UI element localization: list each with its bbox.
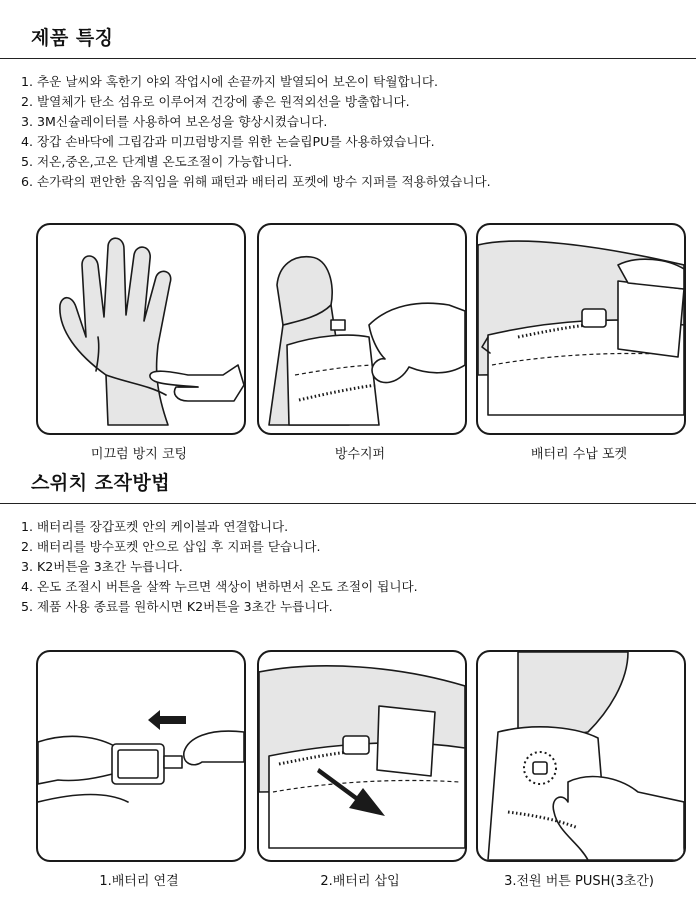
power-button-illustration [476,650,686,862]
features-title: 제품 특징 [31,27,114,49]
battery-connect-illustration [36,650,246,862]
switch-item: 4. 온도 조절시 버튼을 살짝 누르면 색상이 변하면서 온도 조절이 됩니다. [21,579,418,594]
features-item: 5. 저온,중온,고온 단계별 온도조절이 가능합니다. [21,154,293,169]
features-item: 3. 3M신슐레이터를 사용하여 보온성을 향상시켰습니다. [21,114,328,129]
waterproof-zipper-illustration [257,223,467,435]
anti-slip-caption: 미끄럼 방지 코팅 [90,447,188,462]
features-item: 6. 손가락의 편안한 움직임을 위해 패턴과 배터리 포켓에 방수 지퍼를 적용하였습니다. [21,174,491,189]
features-rule [0,58,696,59]
features-list [21,72,491,192]
switch-title: 스위치 조작방법 [31,472,171,494]
features-item: 1. 추운 날씨와 혹한기 야외 작업시에 손끝까지 발열되어 보온이 탁월합니다. [21,74,439,89]
switch-list [21,517,418,617]
anti-slip-glove-illustration [36,223,246,435]
power-button-caption: 3.전원 버튼 PUSH(3초간) [504,874,654,889]
switch-item: 2. 배터리를 방수포켓 안으로 삽입 후 지퍼를 닫습니다. [21,539,321,554]
waterproof-zipper-caption: 방수지퍼 [334,447,386,462]
features-item: 2. 발열체가 탄소 섬유로 이루어져 건강에 좋은 원적외선을 방출합니다. [21,94,410,109]
battery-connect-caption: 1.배터리 연결 [99,874,179,889]
battery-pocket-illustration [476,223,686,435]
battery-insert-illustration [257,650,467,862]
switch-item: 5. 제품 사용 종료를 원하시면 K2버튼을 3초간 누릅니다. [21,599,333,614]
battery-insert-caption: 2.배터리 삽입 [320,874,400,889]
features-item: 4. 장갑 손바닥에 그립감과 미끄럼방지를 위한 논슬립PU를 사용하였습니다. [21,134,435,149]
switch-rule [0,503,696,504]
switch-item: 3. K2버튼을 3초간 누릅니다. [21,559,183,574]
switch-item: 1. 배터리를 장갑포켓 안의 케이블과 연결합니다. [21,519,289,534]
battery-pocket-caption: 배터리 수납 포켓 [530,447,628,462]
